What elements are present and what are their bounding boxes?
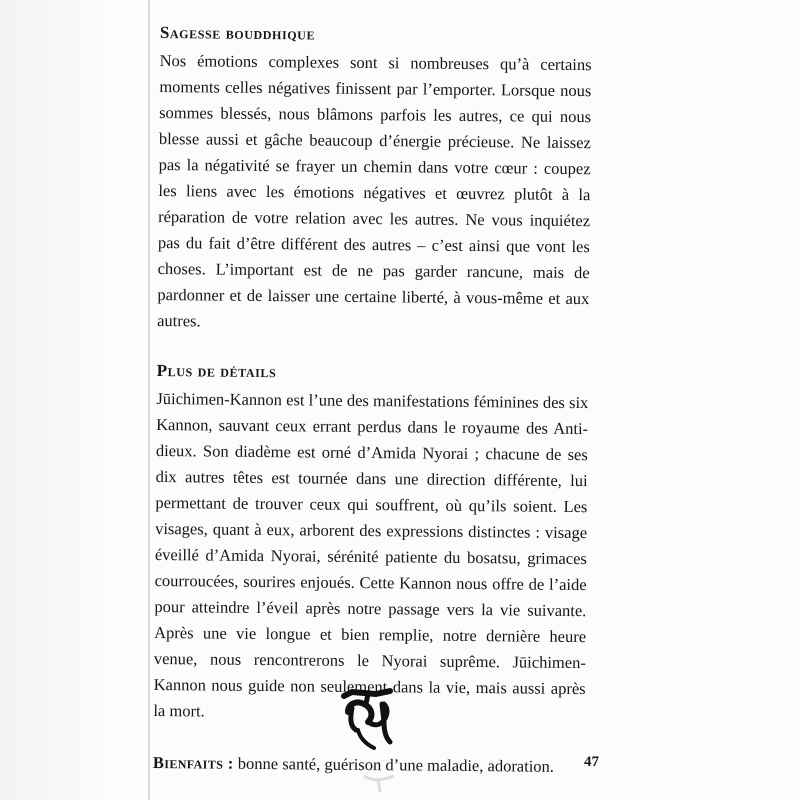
benefits-label: Bienfaits : (152, 752, 234, 773)
show-through-mark (360, 772, 400, 796)
details-paragraph: Jūichimen-Kannon est l’une des manifestations féminines des six Kannon, sauvant ceux errant perdus dans le royaume des Anti-dieux. Son diadème est orné d’Amida Nyorai ; chacune de ses dix autres têtes est tournée dans une direction différente, lui permettant de trouver ceux qui souffrent, où qu’ils soient. Les visages, quant à eux, arborent des expressions distinctes : visage éveillé d’Amida Nyorai, sérénité patiente du bosatsu, grimaces courroucées, sourires enjoués. Cette Kannon nous offre de l’aide pour atteindre l’éveil après notre passage vers la vie suivante. Après une vie longue et bien remplie, notre dernière heure venue, nous rencontrerons le Nyorai suprême. Jūichimen-Kannon nous guide non seulement dans la vie, mais aussi après la mort. (153, 388, 589, 721)
benefits-text: bonne santé, guérison d’une maladie, adoration. (233, 753, 555, 776)
gutter-shadow (0, 0, 150, 800)
wisdom-paragraph: Nos émotions complexes sont si nombreuses qu’à certains moments celles négatives finissent par l’emporter. Lorsque nous sommes blessés, nous blâmons parfois les autres, ce qui nous blesse aussi et gâche beaucoup d’énergie précieuse. Ne laissez pas la négativité se frayer un chemin dans votre cœur : coupez les liens avec les émotions négatives et œuvrez plutôt à la réparation de votre relation avec les autres. Ne vous inquiétez pas du fait d’être différent des autres – c’est ainsi que vont les choses. L’important est de ne pas garder rancune, mais de pardonner et de laisser une certaine liberté, à vous-même et aux autres. (157, 50, 592, 331)
section-heading-wisdom: Sagesse bouddhique (159, 22, 316, 44)
section-heading-details: Plus de détails (156, 360, 277, 382)
siddham-seed-syllable-icon (338, 682, 398, 752)
page-number: 47 (584, 754, 599, 770)
page-content (153, 22, 592, 780)
